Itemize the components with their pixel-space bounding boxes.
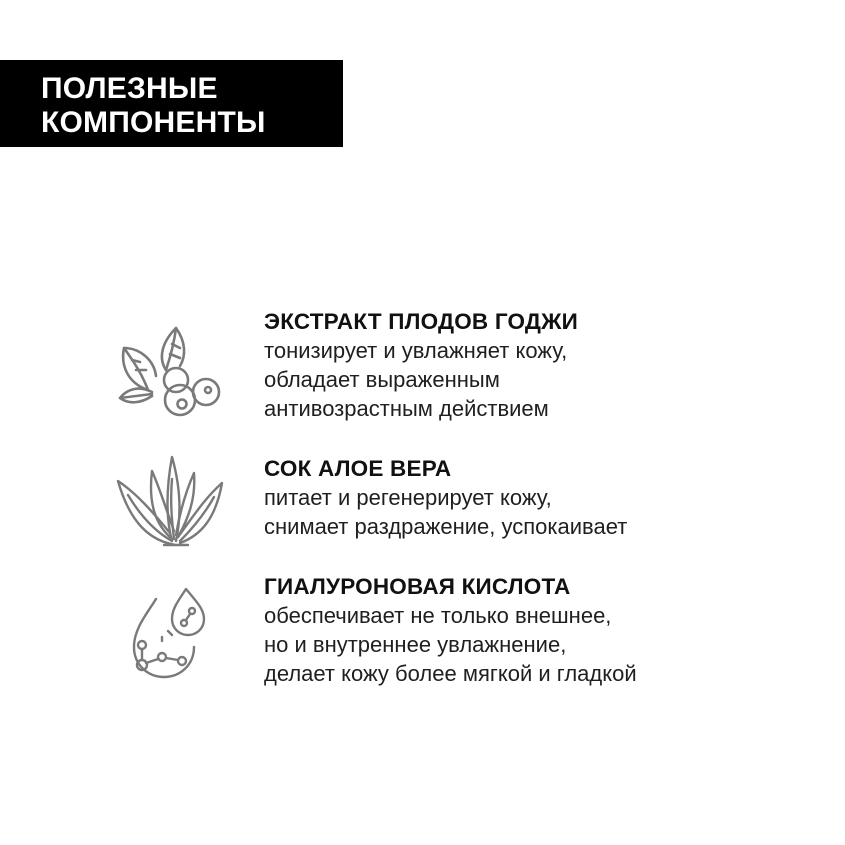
ingredient-description-line: снимает раздражение, успокаивает [264, 514, 628, 539]
ingredient-goji-text [264, 308, 824, 423]
ingredient-description-line: но и внутреннее увлажнение, [264, 632, 567, 657]
header-title-line-1: ПОЛЕЗНЫЕ [41, 72, 218, 105]
ingredient-hyaluronic-text [264, 573, 824, 688]
ingredient-title: ГИАЛУРОНОВАЯ КИСЛОТА [264, 574, 571, 599]
header-banner [0, 60, 343, 147]
ingredient-title: ЭКСТРАКТ ПЛОДОВ ГОДЖИ [264, 309, 579, 334]
ingredient-title: СОК АЛОЕ ВЕРА [264, 456, 452, 481]
hyaluronic-molecule-drop-icon [110, 585, 230, 685]
aloe-vera-icon [110, 449, 230, 549]
ingredient-description-line: тонизирует и увлажняет кожу, [264, 338, 568, 363]
ingredient-description-line: обладает выраженным [264, 367, 500, 392]
goji-berries-leaves-icon [110, 318, 230, 418]
ingredient-aloe-text [264, 455, 824, 541]
header-title-line-2: КОМПОНЕНТЫ [41, 106, 266, 139]
ingredient-description-line: антивозрастным действием [264, 396, 549, 421]
ingredient-description-line: делает кожу более мягкой и гладкой [264, 661, 637, 686]
ingredient-description-line: питает и регенерирует кожу, [264, 485, 552, 510]
ingredient-description-line: обеспечивает не только внешнее, [264, 603, 612, 628]
